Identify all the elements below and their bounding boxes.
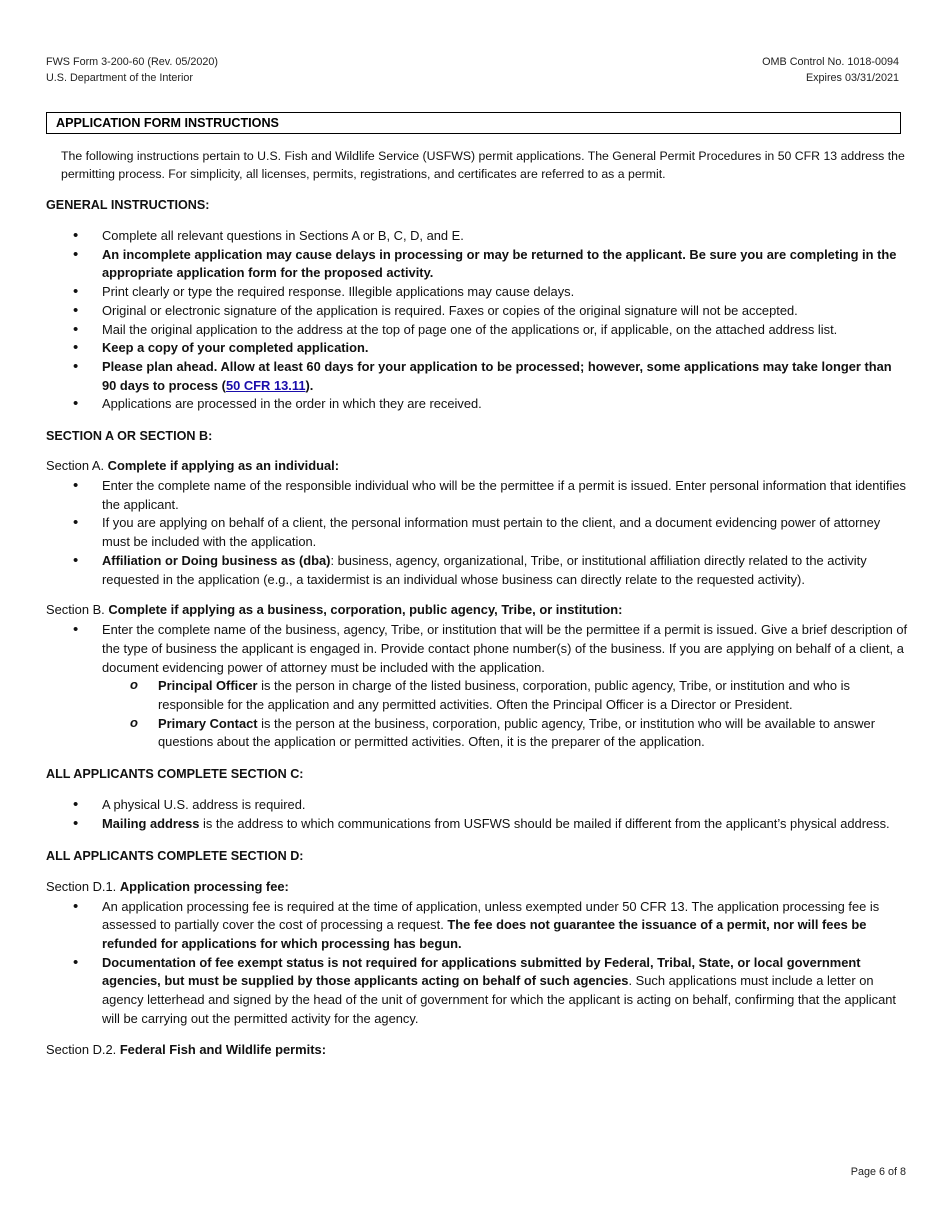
list-item: • If you are applying on behalf of a client, the personal information must pertain to the client, and a document evidencing power of attorney must be included with the application.	[46, 514, 908, 551]
list-item: o Principal Officer is the person in charge of the listed business, corporation, public agency, Tribe, or institution and who is responsible for the application and any permitted activities. Often the Principal Officer is a Director or President.	[102, 677, 908, 714]
header-left	[46, 54, 218, 86]
section-b-list	[46, 621, 908, 752]
section-d-heading: ALL APPLICANTS COMPLETE SECTION D:	[46, 848, 304, 863]
expiration-date: Expires 03/31/2021	[805, 72, 899, 84]
list-item: • An incomplete application may cause delays in processing or may be returned to the applicant. Be sure you are completing in the appropriate application form for the proposed activity.	[46, 246, 908, 283]
section-c-heading: ALL APPLICANTS COMPLETE SECTION C:	[46, 767, 304, 782]
list-item: • Please plan ahead. Allow at least 60 days for your application to be processed; however, some applications may take longer than 90 days to process (50 CFR 13.11).	[46, 358, 908, 395]
list-item: • A physical U.S. address is required.	[46, 796, 908, 815]
page-title: APPLICATION FORM INSTRUCTIONS	[46, 112, 901, 134]
general-instructions-heading: GENERAL INSTRUCTIONS:	[46, 198, 210, 212]
list-item: • An application processing fee is required at the time of application, unless exempted under 50 CFR 13. The application processing fee is assessed to partially cover the cost of processing a request. The fee does not guarantee the issuance of a permit, nor will fees be refunded for applications for which processing has begun.	[46, 898, 908, 954]
section-d1-list	[46, 898, 908, 1029]
section-d2-subheading: Section D.2. Federal Fish and Wildlife permits:	[46, 1041, 326, 1057]
section-c-list	[46, 796, 908, 833]
cfr-13-11-link[interactable]: 50 CFR 13.11	[225, 377, 306, 393]
list-item: • Enter the complete name of the responsible individual who will be the permittee if a permit is issued. Enter personal information that identifies the applicant.	[46, 477, 908, 514]
list-item: • Mail the original application to the address at the top of page one of the applications or, if applicable, on the attached address list.	[46, 321, 908, 340]
list-item: • Keep a copy of your completed application.	[46, 339, 908, 358]
list-item: • Complete all relevant questions in Sections A or B, C, D, and E.	[46, 227, 908, 246]
section-b-subheading: Section B. Complete if applying as a business, corporation, public agency, Tribe, or institution:	[46, 602, 623, 618]
section-ab-heading: SECTION A OR SECTION B:	[46, 429, 213, 444]
section-d1-subheading: Section D.1. Application processing fee:	[46, 878, 289, 894]
list-item: • Applications are processed in the order in which they are received.	[46, 395, 908, 414]
general-instructions-list	[46, 227, 908, 414]
omb-control-number: OMB Control No. 1018-0094	[762, 56, 899, 68]
page-number: Page 6 of 8	[850, 1166, 906, 1178]
list-item: o Primary Contact is the person at the business, corporation, public agency, Tribe, or institution who will be available to answer questions about the application or permitted activities. Often, it is the preparer of the application.	[102, 715, 908, 752]
header-right	[762, 54, 899, 86]
department-name: U.S. Department of the Interior	[46, 72, 194, 84]
section-a-subheading: Section A. Complete if applying as an individual:	[46, 458, 339, 474]
list-item: • Documentation of fee exempt status is not required for applications submitted by Federal, Tribal, State, or local government agencies, but must be supplied by those applicants acting on behalf of such agencies. Such applications must include a letter on agency letterhead and signed by the head of the unit of government for which the applicant is acting on behalf, confirming that the applicant will be carrying out the permitted activity for the agency.	[46, 954, 908, 1029]
form-number: FWS Form 3-200-60 (Rev. 05/2020)	[46, 56, 219, 68]
section-a-list	[46, 477, 908, 589]
list-item: • Mailing address is the address to which communications from USFWS should be mailed if different from the applicant’s physical address.	[46, 815, 908, 834]
list-item: • Original or electronic signature of the application is required. Faxes or copies of the original signature will not be accepted.	[46, 302, 908, 321]
list-item: • Affiliation or Doing business as (dba): business, agency, organizational, Tribe, or institutional affiliation directly related to the activity requested in the application (e.g., a taxidermist is an individual whose business can directly relate to the requested activity).	[46, 552, 908, 589]
list-item: • Enter the complete name of the business, agency, Tribe, or institution that will be the permittee if a permit is issued. Give a brief description of the type of business the applicant is engaged in. Provide contact phone number(s) of the business. If you are applying on behalf of a client, a document evidencing power of attorney must be included with the application. o Principal Officer is the person in charge of the listed business, corporation, public agency, Tribe, or institution and who is responsible for the application and any permitted activities. Often the Principal Officer is a Director or President. o Primary Contact is the person at the business, corporation, public agency, Tribe, or institution who will be available to answer questions about the application or permitted activities. Often, it is the preparer of the application.	[46, 621, 908, 752]
list-item: • Print clearly or type the required response. Illegible applications may cause delays.	[46, 283, 908, 302]
document-body	[46, 148, 908, 1059]
intro-paragraph: The following instructions pertain to U.S. Fish and Wildlife Service (USFWS) permit applications. The General Permit Procedures in 50 CFR 13 address the permitting process. For simplicity, all licenses, permits, registrations, and certificates are referred to as a permit.	[61, 149, 905, 181]
section-b-sublist	[102, 677, 908, 752]
